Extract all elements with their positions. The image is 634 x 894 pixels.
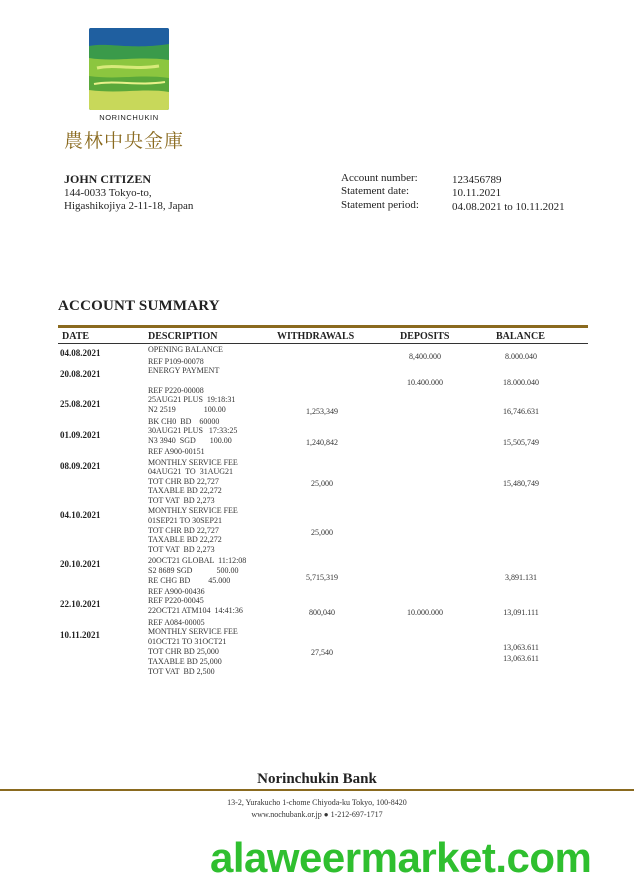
txn-date: 20.10.2021 [60,559,101,569]
txn-date: 25.08.2021 [60,399,101,409]
txn-desc-line: TOT VAT BD 2,500 [148,667,215,676]
txn-desc-line: ENERGY PAYMENT [148,366,220,375]
footer-contact: www.nochubank.or.jp ● 1-212-697-1717 [251,810,383,819]
txn-balance-secondary: 13,063.611 [503,654,539,663]
txn-balance: 15,505,749 [503,438,539,447]
statement-date: 10.11.2021 [452,187,502,199]
txn-deposit: 10.000.000 [407,608,443,617]
txn-desc-line: MONTHLY SERVICE FEE [148,627,238,636]
txn-desc-line: TAXABLE BD 22,272 [148,486,222,495]
txn-date: 20.08.2021 [60,369,101,379]
watermark-text: alaweermarket.com [210,834,592,881]
txn-desc-line: 22OCT21 ATM104 14:41:36 [148,606,243,615]
txn-desc-line: N3 3940 SGD 100.00 [148,436,232,445]
txn-withdrawal: 25,000 [311,479,333,488]
txn-desc-line: N2 2519 100.00 [148,405,226,414]
header-date: DATE [62,331,90,342]
txn-desc-line: REF A900-00436 [148,587,205,596]
txn-balance: 15,480,749 [503,479,539,488]
txn-desc-line: REF P220-00045 [148,596,204,605]
txn-desc-line: 01SEP21 TO 30SEP21 [148,516,222,525]
txn-desc-line: S2 8689 SGD 500.00 [148,566,239,575]
header-balance: BALANCE [496,331,545,342]
txn-date: 01.09.2021 [60,430,101,440]
txn-desc-line: 04AUG21 TO 31AUG21 [148,467,234,476]
txn-desc-line: 01OCT21 TO 31OCT21 [148,637,227,646]
summary-top-rule [58,325,588,328]
statement-period: 04.08.2021 to 10.11.2021 [452,201,565,213]
txn-desc-line: REF P109-00078 [148,357,204,366]
txn-balance: 3,891.131 [505,573,537,582]
txn-withdrawal: 25,000 [311,528,333,537]
footer-bank-name: Norinchukin Bank [257,771,377,787]
txn-desc-line: 20OCT21 GLOBAL 11:12:08 [148,556,247,565]
statement-period-label: Statement period: [341,199,419,211]
txn-desc-line: REF A084-00005 [148,618,205,627]
txn-withdrawal: 1,253,349 [306,407,338,416]
account-number: 123456789 [452,174,502,186]
txn-withdrawal: 27,540 [311,648,333,657]
customer-address-line2: Higashikojiya 2-11-18, Japan [64,200,194,212]
txn-deposit: 10.400.000 [407,378,443,387]
txn-balance: 13,063.611 [503,643,539,652]
txn-desc-line: TOT CHR BD 22,727 [148,526,219,535]
txn-desc-line: 25AUG21 PLUS 19:18:31 [148,395,236,404]
txn-desc-line: REF P220-00008 [148,386,204,395]
customer-address-line1: 144-0033 Tokyo-to, [64,187,152,199]
statement-date-label: Statement date: [341,185,410,197]
txn-date: 10.11.2021 [60,630,101,640]
txn-date: 22.10.2021 [60,599,101,609]
header-description: DESCRIPTION [148,331,218,342]
account-summary-title: ACCOUNT SUMMARY [58,298,220,314]
txn-desc-line: OPENING BALANCE [148,345,223,354]
customer-name: JOHN CITIZEN [64,172,152,186]
txn-date: 04.10.2021 [60,510,101,520]
txn-date: 08.09.2021 [60,461,101,471]
txn-desc-line: RE CHG BD 45.000 [148,576,231,585]
txn-withdrawal: 5,715,319 [306,573,338,582]
footer-address: 13-2, Yurakucho 1-chome Chiyoda-ku Tokyo, 100-8420 [227,798,407,807]
txn-desc-line: TOT VAT BD 2,273 [148,545,215,554]
txn-balance: 18.000.040 [503,378,539,387]
account-number-label: Account number: [341,172,418,184]
txn-desc-line: REF A900-00151 [148,447,205,456]
txn-desc-line: MONTHLY SERVICE FEE [148,458,238,467]
header-deposits: DEPOSITS [400,331,450,342]
txn-desc-line: TOT CHR BD 22,727 [148,477,219,486]
txn-withdrawal: 1,240,842 [306,438,338,447]
txn-desc-line: TAXABLE BD 22,272 [148,535,222,544]
txn-desc-line: TAXABLE BD 25,000 [148,657,222,666]
txn-desc-line: TOT VAT BD 2,273 [148,496,215,505]
footer-rule [0,789,634,791]
header-withdrawals: WITHDRAWALS [277,331,355,342]
txn-date: 04.08.2021 [60,348,101,358]
txn-desc-line: BK CH0 BD 60000 [148,417,220,426]
txn-withdrawal: 800,040 [309,608,335,617]
txn-balance: 13,091.111 [503,608,539,617]
txn-balance: 16,746.631 [503,407,539,416]
txn-desc-line: 30AUG21 PLUS 17:33:25 [148,426,238,435]
bank-logo-image [89,28,169,110]
header-bottom-rule [58,343,588,344]
bank-logo-text: NORINCHUKIN [99,113,159,122]
txn-desc-line: TOT CHR BD 25,000 [148,647,219,656]
bank-logo-japanese: 農林中央金庫 [64,130,185,152]
txn-deposit: 8,400.000 [409,352,441,361]
txn-balance: 8.000.040 [505,352,537,361]
txn-desc-line: MONTHLY SERVICE FEE [148,506,238,515]
